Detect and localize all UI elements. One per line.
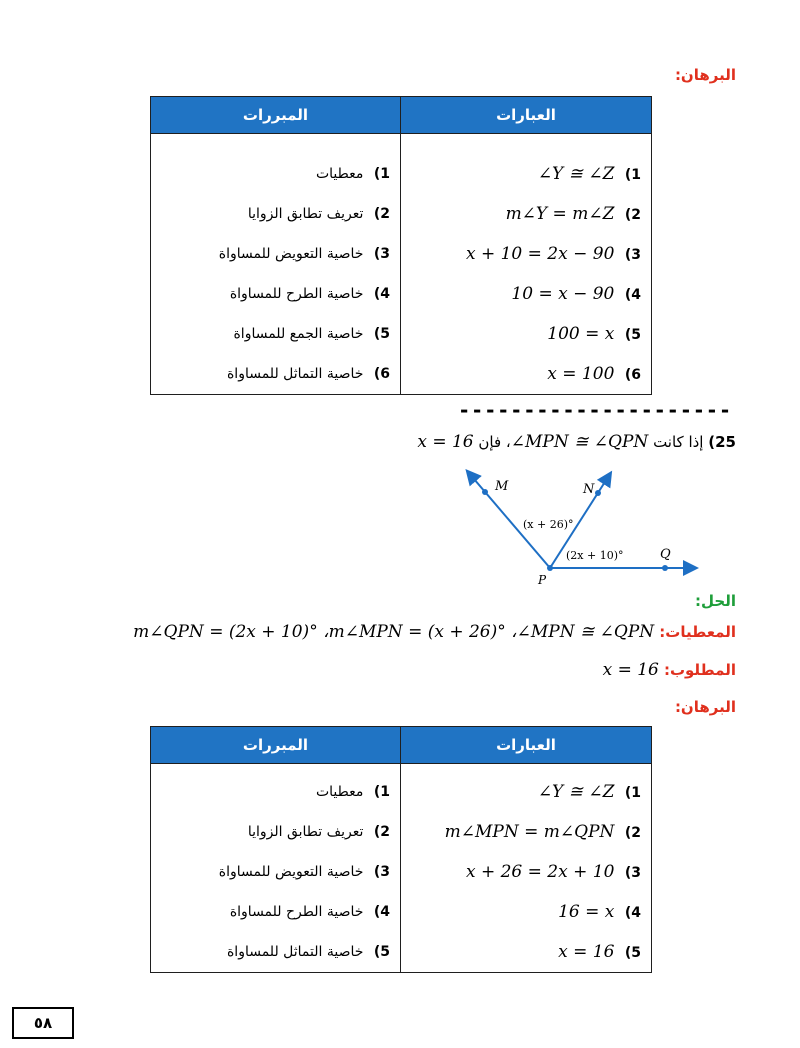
point-p (547, 565, 553, 571)
step-number: 4) (624, 905, 641, 921)
statement: m∠MPN = m∠QPN (444, 822, 615, 842)
givens-expr: m∠QPN = (2x + 10)° ،m∠MPN = (x + 26)° ،∠MPN ≅ ∠QPN (133, 622, 655, 642)
reason: خاصية التعويض للمساواة (218, 864, 364, 880)
separator: --------------------- (458, 398, 732, 422)
table-row (151, 772, 652, 812)
label-n: N (583, 482, 595, 497)
angle-label-upper: (x + 26)° (523, 518, 574, 531)
step-number: 2) (373, 824, 390, 840)
step-number: 5) (624, 945, 641, 961)
table-row (151, 314, 652, 354)
step-number: 3) (373, 864, 390, 880)
reason: خاصية التماثل للمساواة (226, 944, 364, 960)
reason: خاصية التماثل للمساواة (226, 366, 364, 382)
table-row (151, 354, 652, 395)
step-number: 6) (624, 367, 641, 383)
statement: m∠Y = m∠Z (505, 204, 615, 224)
problem-text-mid: ، فإن (478, 433, 511, 451)
statement: x + 10 = 2x − 90 (465, 244, 615, 264)
statement: ∠Y ≅ ∠Z (537, 164, 615, 184)
table-row (151, 274, 652, 314)
proof-table-1 (150, 96, 652, 395)
problem-number: 25) (708, 433, 736, 451)
statement: 100 = x (547, 324, 615, 344)
step-number: 3) (624, 865, 641, 881)
step-number: 4) (373, 904, 390, 920)
table-row (151, 234, 652, 274)
problem-conclusion: x = 16 (417, 432, 474, 452)
required-expr: x = 16 (602, 660, 659, 680)
step-number: 3) (624, 247, 641, 263)
label-m: M (495, 479, 509, 494)
angle-label-lower: (2x + 10)° (566, 549, 624, 562)
required-line (603, 660, 736, 680)
reason: خاصية الطرح للمساواة (229, 904, 364, 920)
reason: معطيات (315, 784, 364, 800)
statements-header: العبارات (401, 727, 652, 764)
step-number: 4) (624, 287, 641, 303)
step-number: 2) (624, 825, 641, 841)
reason: خاصية التعويض للمساواة (218, 246, 364, 262)
givens-line (133, 622, 736, 642)
step-number: 2) (373, 206, 390, 222)
proof-label-1: البرهان: (674, 66, 736, 84)
statement: x + 26 = 2x + 10 (465, 862, 615, 882)
angle-figure (440, 466, 710, 590)
reason: تعريف تطابق الزوايا (247, 206, 364, 222)
page-number: ٥٨ (12, 1007, 74, 1039)
table-row (151, 852, 652, 892)
statement: 10 = x − 90 (511, 284, 615, 304)
solution-label: الحل: (695, 592, 736, 610)
reason: خاصية الجمع للمساواة (233, 326, 364, 342)
step-number: 1) (624, 785, 641, 801)
table-row (151, 194, 652, 234)
proof-label-2: البرهان: (674, 698, 736, 716)
problem-congruence: ∠MPN ≅ ∠QPN (510, 432, 649, 452)
point-n (595, 490, 601, 496)
table-row (151, 892, 652, 932)
step-number: 4) (373, 286, 390, 302)
step-number: 5) (624, 327, 641, 343)
statement: x = 16 (558, 942, 615, 962)
step-number: 1) (624, 167, 641, 183)
reason: معطيات (315, 166, 364, 182)
point-q (662, 565, 668, 571)
givens-label: المعطيات: (659, 623, 736, 641)
reasons-header: المبررات (151, 727, 401, 764)
statements-header: العبارات (401, 97, 652, 134)
required-label: المطلوب: (663, 661, 736, 679)
reasons-header: المبررات (151, 97, 401, 134)
step-number: 1) (373, 784, 390, 800)
statement: 16 = x (558, 902, 615, 922)
point-m (482, 489, 488, 495)
reason: تعريف تطابق الزوايا (247, 824, 364, 840)
statement: x = 100 (547, 364, 615, 384)
statement: ∠Y ≅ ∠Z (537, 782, 615, 802)
label-q: Q (660, 547, 671, 562)
step-number: 2) (624, 207, 641, 223)
step-number: 1) (373, 166, 390, 182)
proof-table-2 (150, 726, 652, 973)
problem-statement (417, 432, 736, 452)
reason: خاصية الطرح للمساواة (229, 286, 364, 302)
label-p: P (538, 573, 547, 587)
step-number: 3) (373, 246, 390, 262)
table-row (151, 154, 652, 194)
table-row (151, 812, 652, 852)
table-row (151, 932, 652, 973)
step-number: 5) (373, 326, 390, 342)
step-number: 6) (373, 366, 390, 382)
step-number: 5) (373, 944, 390, 960)
problem-text-pre: إذا كانت (653, 433, 704, 451)
